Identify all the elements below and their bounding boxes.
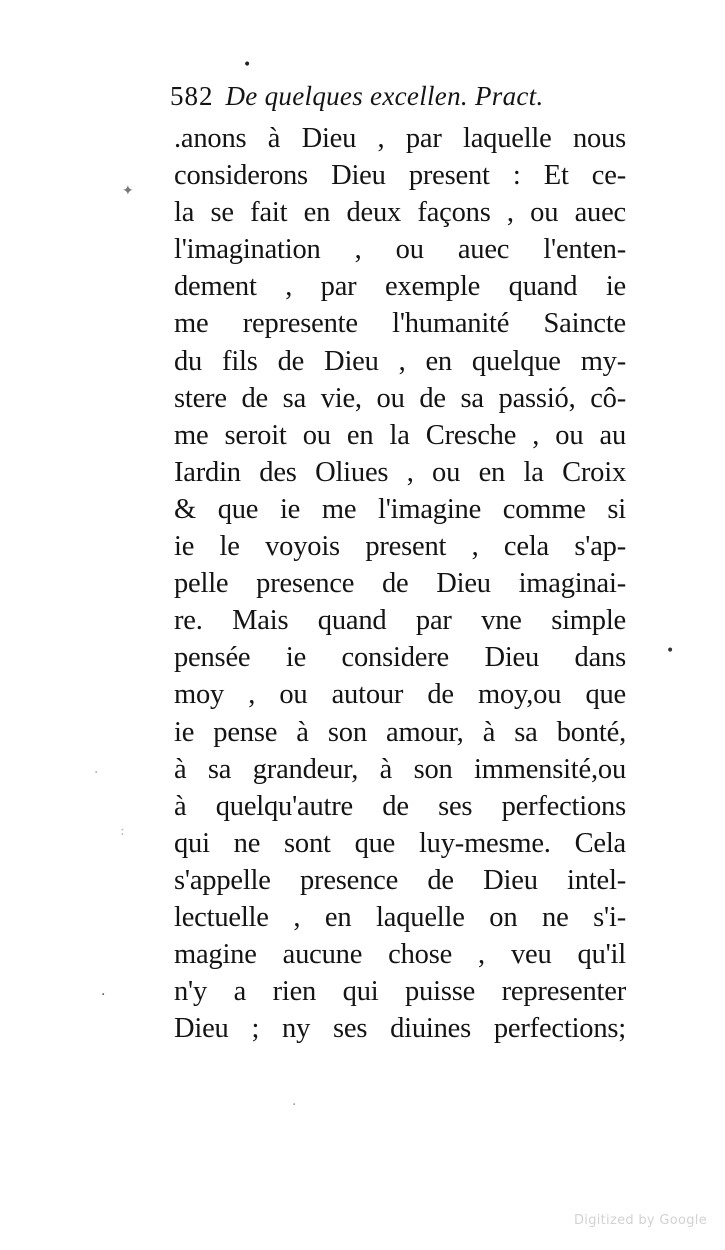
text-line: me represente l'humanité Saincte	[174, 308, 626, 340]
text-line: re. Mais quand par vne simple	[174, 605, 626, 637]
text-line: magine aucune chose , veu qu'il	[174, 939, 626, 971]
text-line: pensée ie considere Dieu dans	[174, 642, 626, 674]
text-line: .anons à Dieu , par laquelle nous	[174, 123, 626, 154]
text-line: l'imagination , ou auec l'enten-	[174, 234, 626, 266]
ink-speck: :	[120, 823, 125, 839]
text-line: lectuelle , en laquelle on ne s'i-	[174, 901, 626, 933]
ink-speck: •	[243, 57, 252, 73]
ink-speck: •	[666, 643, 675, 659]
digitization-watermark: Digitized by Google	[573, 1213, 707, 1228]
ink-speck: ·	[101, 987, 106, 1003]
body-text	[174, 120, 654, 1047]
text-line: me seroit ou en la Cresche , ou au	[174, 419, 626, 451]
text-line: qui ne sont que luy-mesme. Cela	[174, 827, 626, 859]
ink-speck: ·	[292, 1097, 297, 1113]
text-line: à sa grandeur, à son immensité,ou	[174, 753, 626, 785]
text-line: n'y a rien qui puisse representer	[174, 976, 626, 1008]
text-line: & que ie me l'imagine comme si	[174, 493, 626, 525]
text-line: Dieu ; ny ses diuines perfections;	[174, 1013, 626, 1045]
text-line: Iardin des Oliues , ou en la Croix	[174, 456, 626, 488]
text-line: pelle presence de Dieu imaginai-	[174, 568, 626, 600]
text-line: s'appelle presence de Dieu intel-	[174, 864, 626, 896]
text-line: considerons Dieu present : Et ce-	[174, 160, 626, 192]
page-header	[170, 76, 630, 116]
ink-speck: ·	[94, 765, 99, 781]
text-line: à quelqu'autre de ses perfections	[174, 790, 626, 822]
page-number: 582	[170, 81, 214, 111]
text-line: dement , par exemple quand ie	[174, 271, 626, 303]
text-line: ie le voyois present , cela s'ap-	[174, 531, 626, 563]
ink-speck: ✦	[122, 183, 134, 199]
text-line: la se fait en deux façons , ou auec	[174, 197, 626, 229]
running-title: De quelques excellen. Pract.	[225, 81, 544, 111]
text-line: du fils de Dieu , en quelque my-	[174, 345, 626, 377]
text-line: moy , ou autour de moy,ou que	[174, 679, 626, 711]
text-line: ie pense à son amour, à sa bonté,	[174, 716, 626, 748]
text-line: stere de sa vie, ou de sa passió, cô-	[174, 382, 626, 414]
